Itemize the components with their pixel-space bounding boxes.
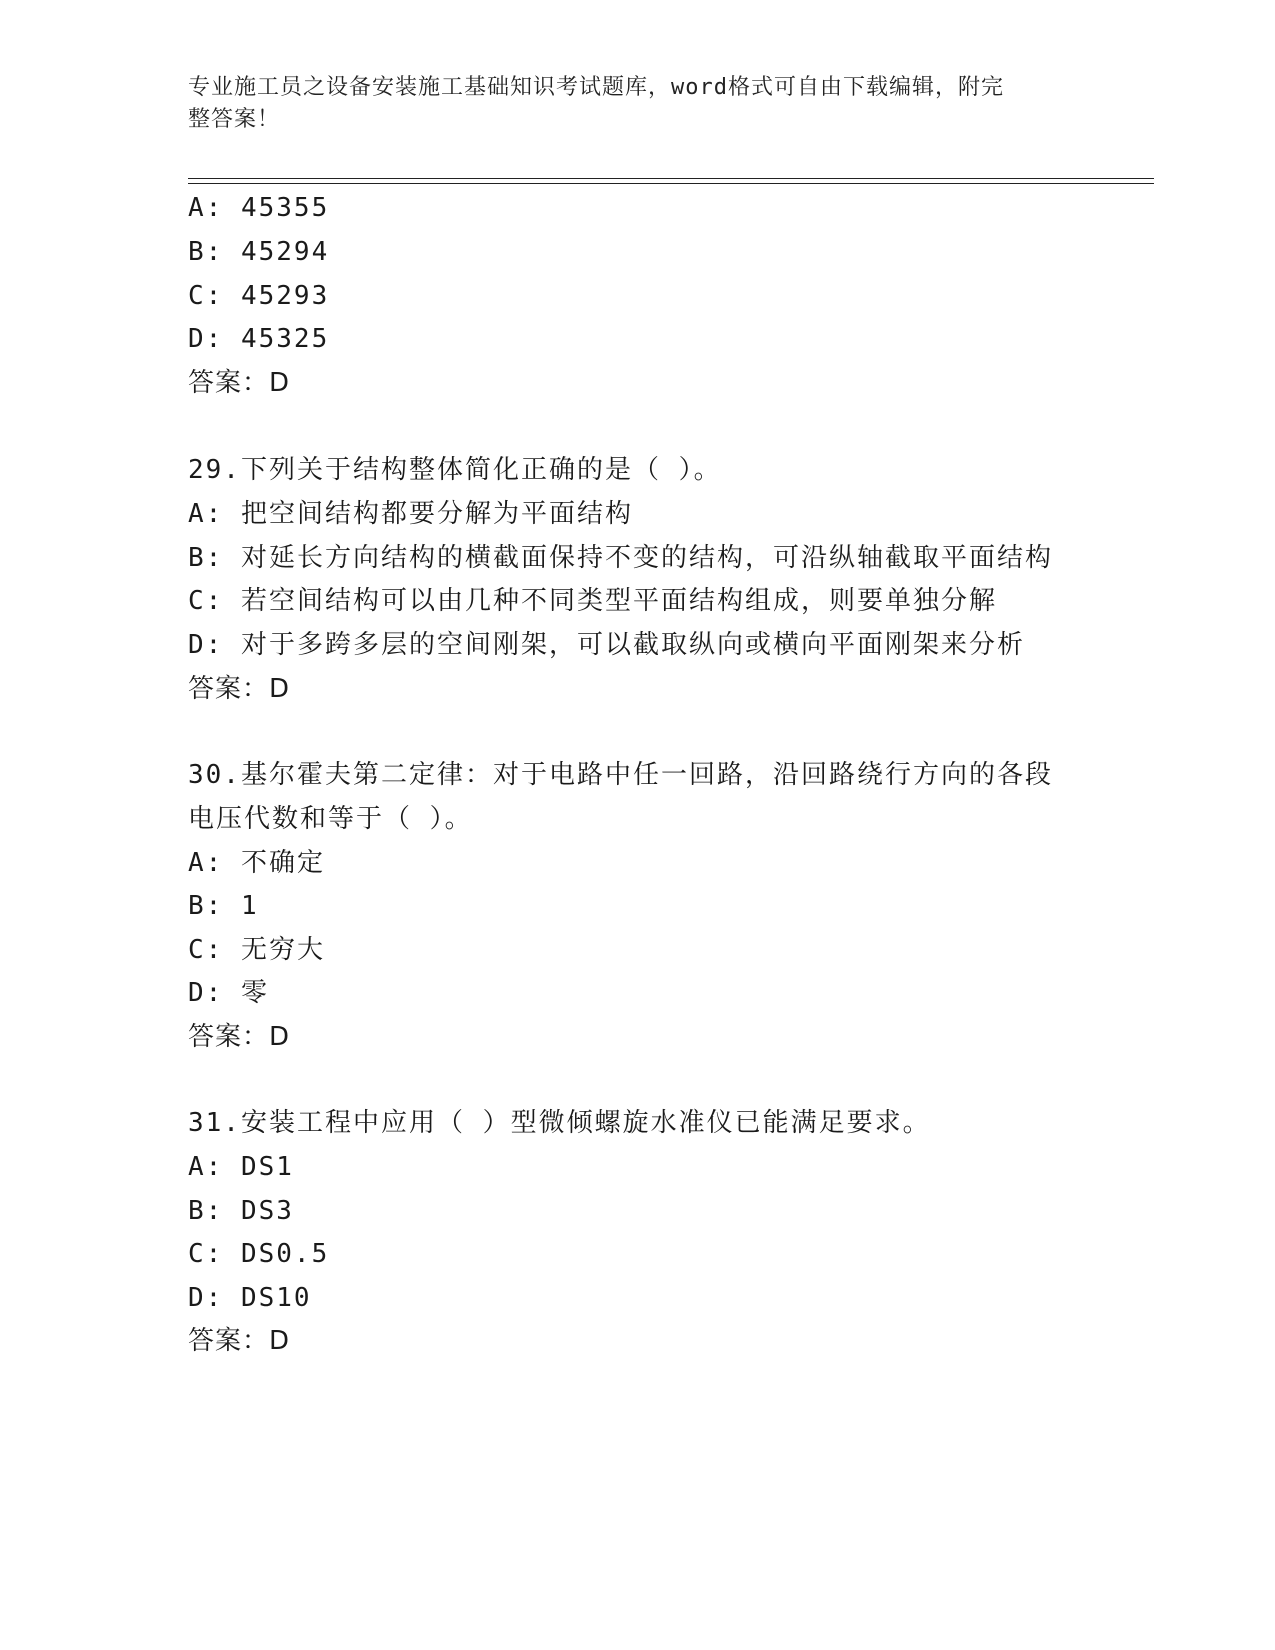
q29-option-b: B: 对延长方向结构的横截面保持不变的结构，可沿纵轴截取平面结构 [188,543,1053,573]
q31-option-d: D: DS10 [188,1283,312,1313]
q30-question-line-1: 30.基尔霍夫第二定律：对于电路中任一回路，沿回路绕行方向的各段 [188,760,1053,790]
document-header [188,72,1068,136]
header-divider-bottom [188,183,1154,184]
q30-option-d: D: 零 [188,978,269,1008]
q31-option-b: B: DS3 [188,1196,294,1226]
q31-option-a: A: DS1 [188,1152,294,1182]
q28-option-b: B: 45294 [188,237,330,267]
q28-answer: 答案：D [188,368,291,398]
q29-answer: 答案：D [188,674,291,704]
q30-option-a: A: 不确定 [188,848,325,878]
q28-option-c: C: 45293 [188,281,330,311]
q30-question-line-2: 电压代数和等于（ ）。 [188,804,473,834]
q29-option-a: A: 把空间结构都要分解为平面结构 [188,499,633,529]
q31-option-c: C: DS0.5 [188,1239,330,1269]
q30-option-b: B: 1 [188,891,259,921]
q28-option-d: D: 45325 [188,324,330,354]
q29-question: 29.下列关于结构整体简化正确的是（ ）。 [188,455,722,485]
q29-option-c: C: 若空间结构可以由几种不同类型平面结构组成，则要单独分解 [188,586,997,616]
q30-answer: 答案：D [188,1022,291,1052]
q28-option-a: A: 45355 [188,193,330,223]
q31-answer: 答案：D [188,1326,291,1356]
q31-question: 31.安装工程中应用（ ）型微倾螺旋水准仪已能满足要求。 [188,1108,931,1138]
q29-option-d: D: 对于多跨多层的空间刚架，可以截取纵向或横向平面刚架来分析 [188,630,1025,660]
header-divider-top [188,178,1154,179]
header-line-1: 专业施工员之设备安装施工基础知识考试题库，word格式可自由下载编辑，附完 [188,75,1004,100]
header-line-2: 整答案！ [188,107,281,132]
q30-option-c: C: 无穷大 [188,935,325,965]
